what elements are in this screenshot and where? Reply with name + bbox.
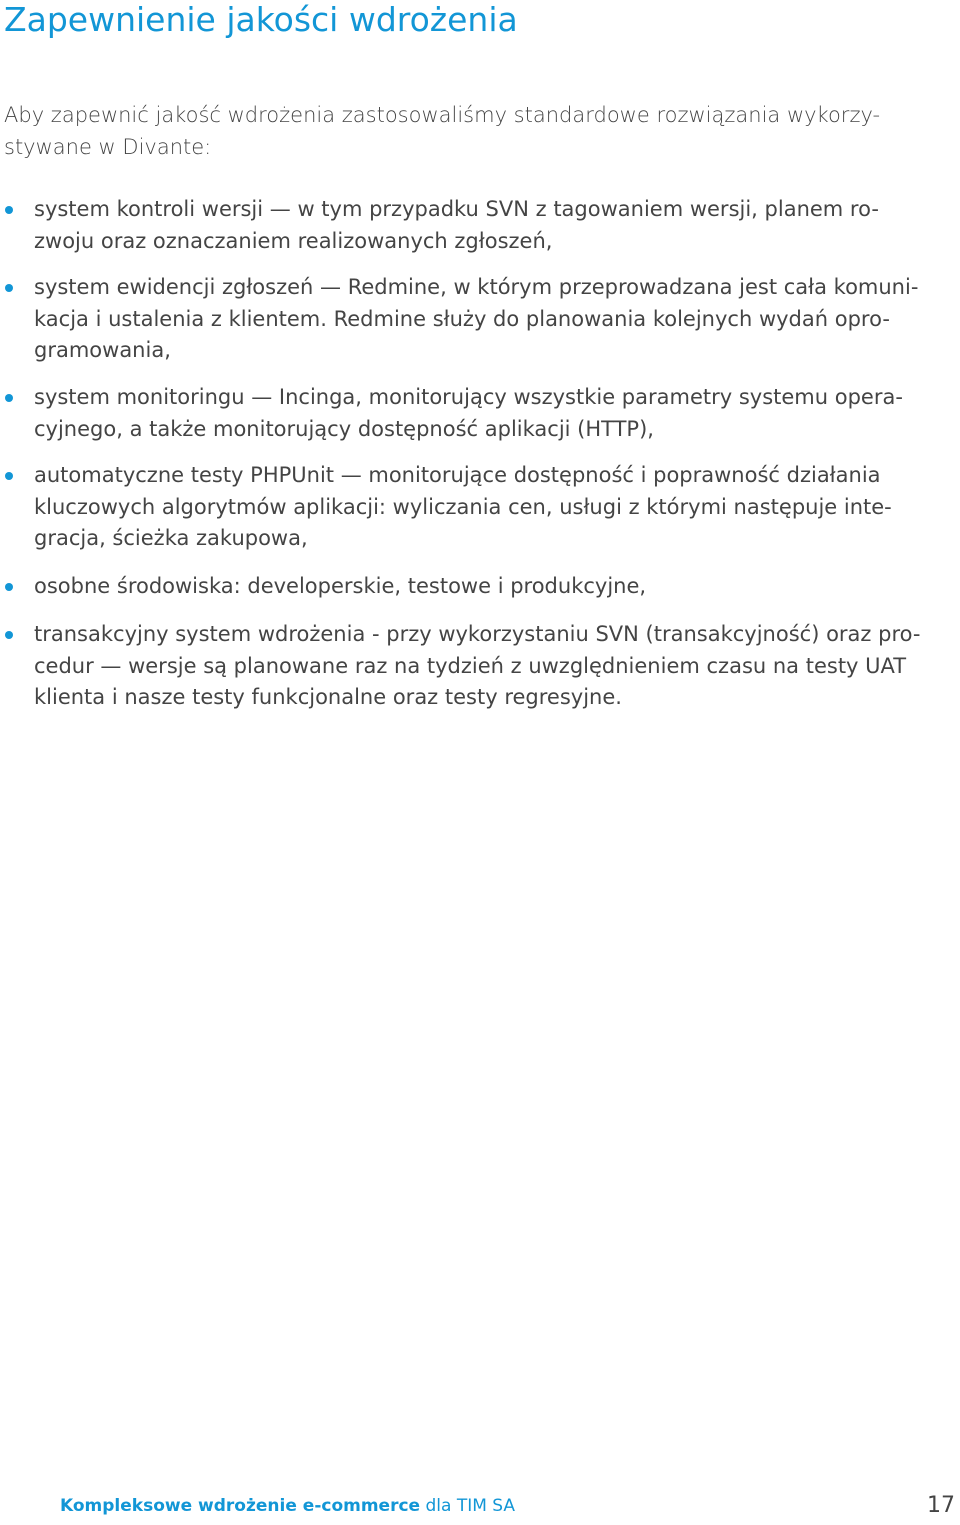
list-item-line: system monitoringu — Incinga, monitorujący wszystkie parametry systemu opera-	[34, 385, 903, 409]
list-item-line: cyjnego, a także monitorujący dostępność aplikacji (HTTP),	[34, 416, 654, 441]
list-item-line: system kontroli wersji — w tym przypadku SVN z tagowaniem wersji, planem ro-	[34, 197, 879, 221]
bullet-dot-icon	[5, 631, 13, 639]
intro-paragraph	[4, 99, 954, 163]
footer-client: dla TIM SA	[420, 1496, 516, 1516]
list-item-text	[34, 272, 958, 367]
list-item-line: osobne środowiska: developerskie, testowe i produkcyjne,	[34, 574, 647, 598]
page-number: 17	[927, 1493, 955, 1518]
page-title: Zapewnienie jakości wdrożenia	[4, 0, 518, 39]
bullet-dot-icon	[5, 583, 13, 591]
list-item-text	[34, 382, 958, 445]
bullet-dot-icon	[5, 472, 13, 480]
list-item-line: transakcyjny system wdrożenia - przy wykorzystaniu SVN (transakcyjność) oraz pro-	[34, 622, 921, 646]
list-item-line: system ewidencji zgłoszeń — Redmine, w którym przeprowadzana jest cała komuni-	[34, 275, 919, 299]
list-item-text	[34, 460, 958, 555]
footer-title: Kompleksowe wdrożenie e-commerce	[60, 1496, 421, 1516]
list-item-line: automatyczne testy PHPUnit — monitorujące dostępność i poprawność działania	[34, 463, 881, 487]
list-item-line: zwoju oraz oznaczaniem realizowanych zgłoszeń,	[34, 228, 553, 253]
list-item-line: kacja i ustalenia z klientem. Redmine służy do planowania kolejnych wydań opro-	[34, 306, 890, 331]
list-item-line: cedur — wersje są planowane raz na tydzień z uwzględnieniem czasu na testy UAT	[34, 653, 907, 678]
intro-line: stywane w Divante:	[4, 135, 212, 159]
bullet-dot-icon	[5, 284, 13, 292]
list-item-line: kluczowych algorytmów aplikacji: wyliczania cen, usługi z którymi następuje inte-	[34, 494, 892, 519]
list-item-line: gramowania,	[34, 338, 171, 362]
list-item-text	[34, 619, 958, 714]
intro-line: Aby zapewnić jakość wdrożenia zastosowaliśmy standardowe rozwiązania wykorzy-	[4, 103, 881, 127]
bullet-dot-icon	[5, 206, 13, 214]
list-item-line: klienta i nasze testy funkcjonalne oraz testy regresyjne.	[34, 685, 622, 709]
list-item-text	[34, 571, 958, 603]
list-item-text	[34, 194, 958, 257]
list-item-line: gracja, ścieżka zakupowa,	[34, 526, 308, 550]
bullet-dot-icon	[5, 394, 13, 402]
footer	[60, 1495, 515, 1517]
